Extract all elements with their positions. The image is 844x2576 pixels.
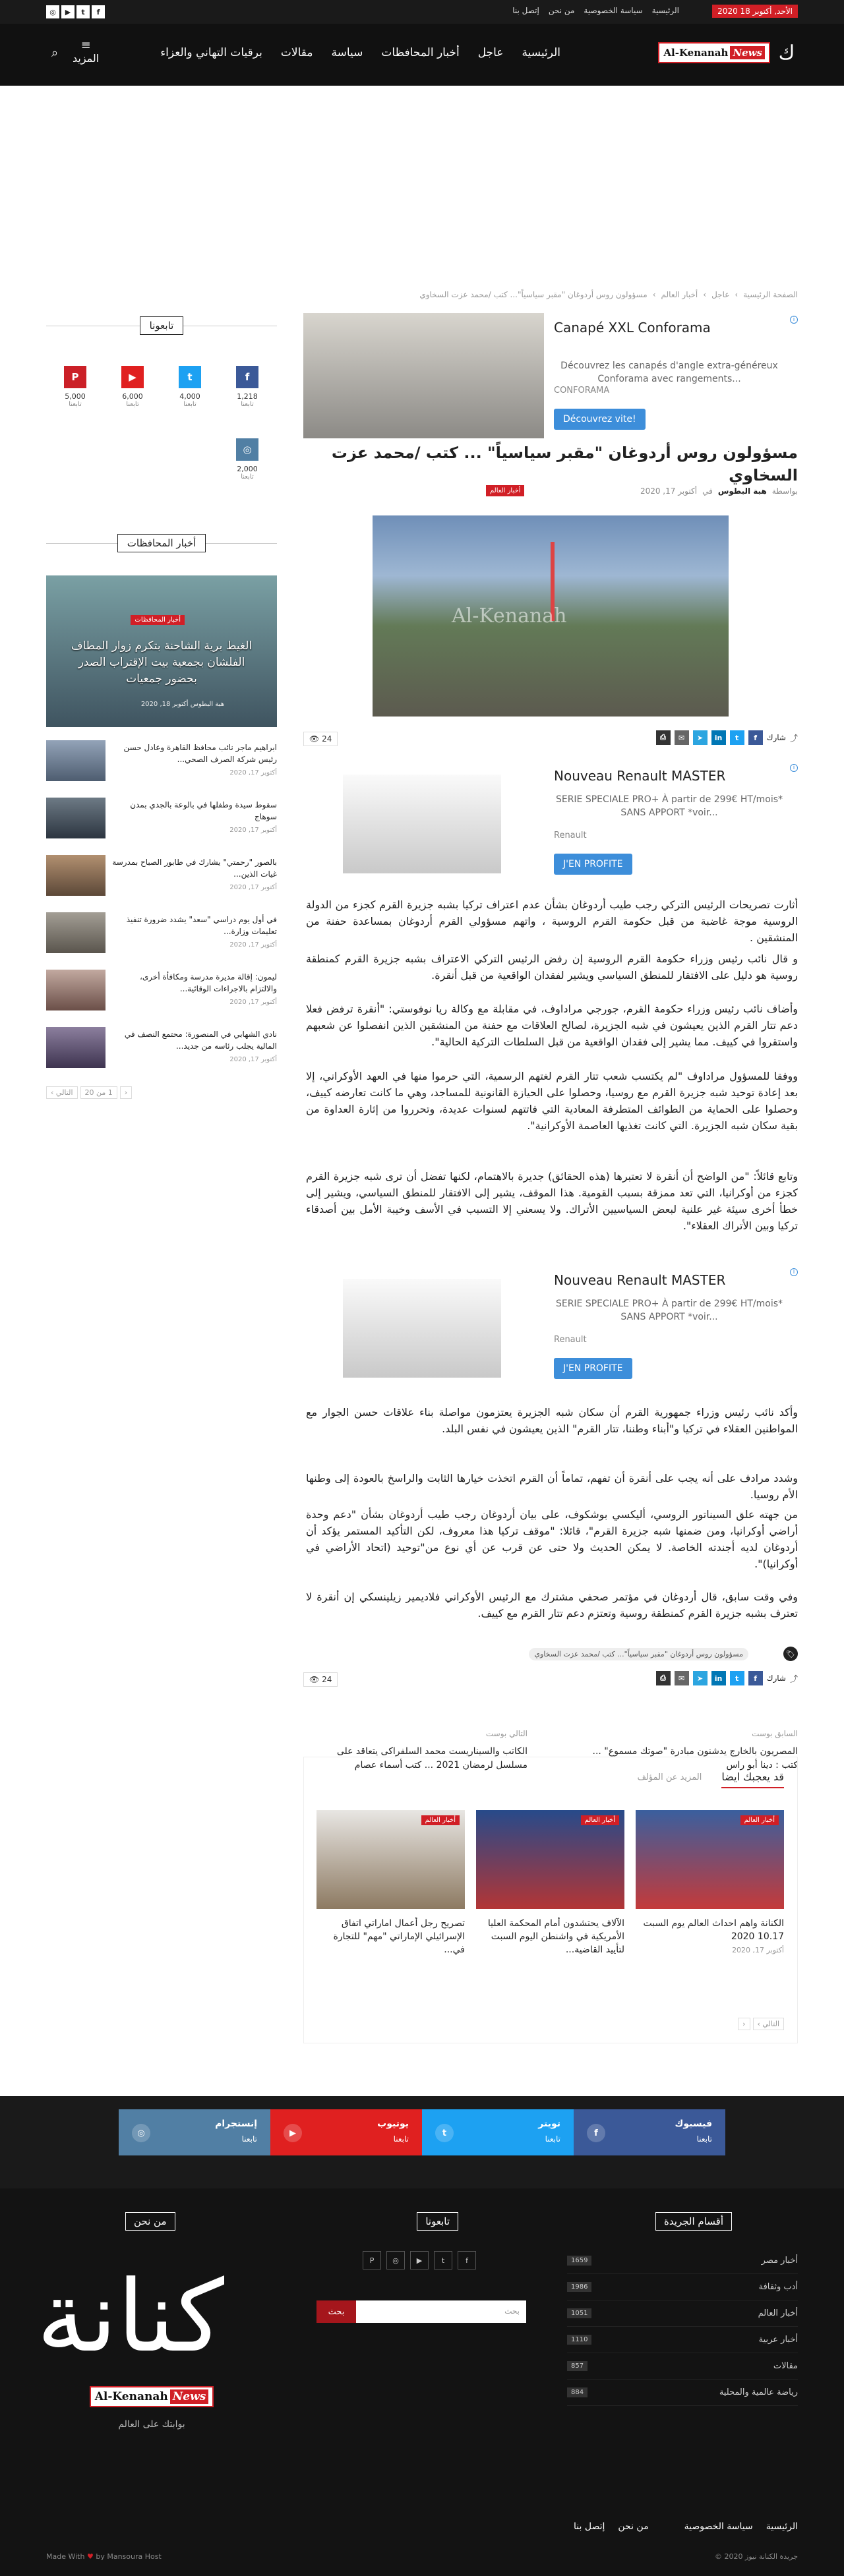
footer-categories [567, 2248, 798, 2406]
share-telegram-icon[interactable]: ➤ [693, 1671, 708, 1685]
nav-politics[interactable]: سياسة [331, 46, 363, 59]
item-thumb[interactable] [46, 740, 106, 781]
tab-more-from-author[interactable]: المزيد عن المؤلف [637, 1772, 702, 1782]
item-date: أكتوبر 17, 2020 [229, 769, 277, 776]
follow-count: 4,000 [179, 392, 200, 401]
pinterest-icon[interactable]: P [363, 2251, 381, 2269]
share-twitter-icon[interactable]: t [730, 1671, 744, 1685]
footer-links-right [684, 2521, 798, 2532]
follow-count: 5,000 [65, 392, 86, 401]
pager-status: 1 من 20 [80, 1086, 117, 1099]
twitter-icon[interactable]: t [434, 2251, 452, 2269]
item-title[interactable]: ليمون: إقالة مديرة مدرسة ومكافأة أخرى، والالتزام بالاجراءات الوقائية... [140, 972, 277, 993]
next-title[interactable]: الكاتب والسيناريست محمد السلفراكى يتعاقد على مسلسل لرمضان 2021 ... كتب أسماء عصام [336, 1746, 528, 1771]
social-name: فيسبوك [675, 2119, 712, 2129]
top-link-about[interactable]: من نحن [548, 6, 575, 15]
sidebar-follow-title: تابعونا [46, 316, 277, 335]
article-paragraph: وتابع قائلاً: "من الواضح أن أنقرة لا تعتبرها (هذه الحقائق) جديرة بالاهتمام، لكنها تفضل أن ترى شبه جزيرة القرم كجزء من أوكرانيا، التي تعد ممزقة بسبب القومية. هذا الموقف، يشير إلى الافتقار للمنطق السياسي، ويشير إلى خطأ أخرى سيئة غير علنية لبعض السياسيين الأتراك. ولا يسعني إلا التسبب في الأسف وخيبة الأمل بين أصدقاء تركيا وبين الأتراك العقلاء". [306, 1170, 798, 1232]
date-prefix: في [702, 486, 713, 496]
logo-news: News [730, 46, 765, 59]
instagram-icon[interactable]: ◎ [46, 5, 59, 18]
logo-mark-icon: ك [778, 41, 795, 65]
ad-text: SERIE SPECIALE PRO+ À partir de 299€ HT/mois* SANS APPORT *voir... [555, 1299, 783, 1322]
youtube-icon: ▶ [121, 366, 144, 388]
item-date: أكتوبر 17, 2020 [229, 1056, 277, 1063]
pinterest-icon: P [64, 366, 86, 388]
social-instagram[interactable] [119, 2109, 270, 2155]
sidebar-featured-post[interactable] [46, 575, 277, 727]
follow-youtube[interactable] [113, 366, 152, 408]
instagram-icon[interactable]: ◎ [386, 2251, 405, 2269]
related-category[interactable]: أخبار العالم [421, 1815, 460, 1825]
share-email-icon[interactable]: ✉ [675, 730, 689, 745]
ad-conforama[interactable] [303, 313, 798, 442]
ad-renault-1[interactable] [303, 761, 798, 887]
follow-twitter[interactable] [170, 366, 210, 408]
footer-sections-title: أقسام الجريدة [655, 2212, 732, 2231]
social-name: تويتر [538, 2119, 560, 2129]
instagram-icon: ◎ [132, 2124, 150, 2142]
item-title[interactable]: نادي الشهابي في المنصورة: محتمع النصف في المالية يجلب رئاسه من جديد... [124, 1030, 277, 1051]
youtube-icon[interactable]: ▶ [61, 5, 75, 18]
item-thumb[interactable] [46, 1027, 106, 1068]
top-link-privacy[interactable]: سياسة الخصوصية [584, 6, 643, 15]
item-title[interactable]: في أول يوم دراسي "سعد" يشدد ضرورة تنفيذ تعليمات وزارة... [126, 915, 277, 936]
related-title[interactable]: تصريح رجل أعمال اماراتي اتفاق الإسرائيلي الإماراتي "مهم" للتجارة في... [333, 1918, 465, 1955]
related-card[interactable] [636, 1810, 784, 1954]
breadcrumb-current: مسؤولون روس أردوغان "مقبر سياسياً"... كتب /محمد عزت السخاوي [419, 290, 648, 299]
breadcrumb: الصفحة الرئيسية › عاجل › أخبار العالم › مسؤولون روس أردوغان "مقبر سياسياً"... كتب /محمد عزت السخاوي [419, 290, 798, 299]
social-twitter[interactable] [422, 2109, 574, 2155]
ad-space [0, 86, 844, 283]
menu-icon: ≡ [80, 38, 91, 52]
pager-prev[interactable]: ‹ [120, 1086, 132, 1099]
twitter-icon: t [179, 366, 201, 388]
article-paragraph: و قال نائب رئيس وزراء حكومة القرم الروسية إن رفض الرئيس التركي الاعتراف بشبه جزيرة القرم كمنطقة روسية هو دليل على الافتقار للمنطق السياسي ويشير لفقدان الواقعية من قبل أنقرة. [306, 952, 798, 981]
footer-search-input[interactable]: بحث [356, 2300, 526, 2323]
related-category[interactable]: أخبار العالم [581, 1815, 619, 1825]
ad-brand: Renault [554, 1335, 587, 1345]
prev-label: السابق بوست [752, 1729, 798, 1738]
logo-badge [658, 42, 770, 63]
follow-pinterest[interactable] [55, 366, 95, 408]
related-image[interactable] [316, 1810, 465, 1909]
footer-category[interactable]: أخبار مصر 1659 [567, 2248, 798, 2274]
author-link[interactable]: هبة البطوس [717, 486, 767, 496]
instagram-icon: ◎ [236, 438, 258, 461]
featured-meta: هبة البطوس أكتوبر 18, 2020 [140, 701, 224, 708]
facebook-icon[interactable]: f [458, 2251, 476, 2269]
ad-info-icon[interactable]: i [790, 316, 798, 324]
item-date: أكتوبر 17, 2020 [229, 827, 277, 834]
ad-title[interactable]: Nouveau Renault MASTER [554, 768, 726, 784]
sidebar-list-item[interactable] [46, 798, 277, 838]
footer-follow-title: تابعونا [417, 2212, 458, 2231]
article-image [373, 515, 729, 717]
share-label: شارك [766, 733, 786, 742]
heart-icon: ♥ [86, 2552, 94, 2561]
tag-item[interactable]: مسؤولون روس أردوغان "مقبر سياسياً"... كتب /محمد عزت السخاوي [529, 1648, 748, 1660]
print-icon[interactable]: ⎙ [656, 730, 671, 745]
featured-title[interactable]: الغيط برية الشاحنة بتكرم زوار المطاف الفلشان بجمعية بيت الإقتراب الصدر بحضور جمعيات [71, 639, 253, 686]
footer-search-button[interactable]: بحث [316, 2300, 356, 2323]
top-link-home[interactable]: الرئيسية [651, 6, 679, 15]
related-image[interactable] [636, 1810, 784, 1909]
sidebar-gov-title: أخبار المحافظات [46, 534, 277, 552]
article-paragraph: وأضاف نائب رئيس وزراء حكومة القرم، جورجي مراداوف، في مقابلة مع وكالة ريا نوفوستي: "أنقرة ترفض فعلا دعم تتار القرم الذين يعيشون في شبه الجزيرة، لصالح العلاقات مع حفنة من المنشقين الذين انفصلوا عن شعبهم واستقروا في كييف. مما يشير إلى فقدان الواقعية من قبل السلطات التركية الحالية". [306, 1003, 798, 1048]
ad-brand: CONFORAMA [554, 386, 610, 395]
share-facebook-icon[interactable]: f [748, 1671, 763, 1685]
footer-social [363, 2251, 476, 2269]
article-date: أكتوبر 17, 2020 [640, 486, 698, 496]
ad-cta-button[interactable]: Découvrez vite! [554, 409, 646, 430]
breadcrumb-home[interactable]: الصفحة الرئيسية [743, 290, 798, 299]
footer-link-privacy[interactable]: سياسة الخصوصية [684, 2521, 753, 2532]
footer-about-title: من نحن [125, 2212, 175, 2231]
category-badge[interactable]: أخبار العالم [486, 485, 524, 496]
footer-category[interactable]: أخبار العالم 1051 [567, 2300, 798, 2327]
follow-count: 6,000 [122, 392, 143, 401]
follow-label: تابعنا [183, 401, 196, 408]
top-bar [0, 0, 844, 24]
image-watermark: Al-Kenanah [452, 604, 567, 628]
sidebar-list-item[interactable] [46, 912, 277, 953]
social-youtube[interactable] [270, 2109, 422, 2155]
related-title[interactable]: الكنانة واهم احداث العالم يوم السبت 10.17 2020 [643, 1918, 784, 1942]
pager-next[interactable]: التالي › [753, 2018, 785, 2030]
share-bar-bottom [656, 1671, 798, 1685]
ad-info-icon[interactable]: i [790, 1268, 798, 1276]
youtube-icon: ▶ [284, 2124, 302, 2142]
article-paragraph: ووفقا للمسؤول مراداوف "لم يكتسب شعب تتار القرم لغتهم الرسمية، التي حرموا منها في العهد الأوكراني، إلا بعد إعادة توحيد شبه جزيرة القرم مع روسيا، وحصلوا على الحيازة القانونية للمساجد، وهي ما كانت تعارضه كييف، وحصلوا على الحماية من الطوائف المتطرفة المعادية التي فاتتهم لسنوات عديدة، وتحرروا من إثارة العداوة من بقية سكان شبه الجزيرة. التي كانت تغذيها العاصمة الأوكرانية". [306, 1070, 798, 1132]
ad-cta-button[interactable]: J'EN PROFITE [554, 854, 632, 875]
item-date: أكتوبر 17, 2020 [229, 999, 277, 1006]
item-thumb[interactable] [46, 970, 106, 1010]
social-sub: تابعنا [393, 2134, 409, 2144]
sidebar-list-item[interactable] [46, 740, 277, 781]
author-prefix: بواسطة [771, 486, 798, 496]
share-icon: ⤴ [789, 733, 798, 743]
tab-you-may-like[interactable]: قد يعجبك ايضا [721, 1771, 784, 1788]
footer-link-about[interactable]: من نحن [618, 2521, 649, 2532]
ad-text: SERIE SPECIALE PRO+ À partir de 299€ HT/mois* SANS APPORT *voir... [555, 794, 783, 818]
share-telegram-icon[interactable]: ➤ [693, 730, 708, 745]
twitter-icon: t [435, 2124, 454, 2142]
more-label: المزيد [73, 52, 100, 65]
article-paragraph: وشدد مرادف على أنه يجب على أنقرة أن تفهم، تماماً أن القرم اتخذت خيارها الثابت والراسخ بالعودة إلى وطنها الأم روسيا. [306, 1472, 798, 1501]
next-label: التالي بوست [485, 1729, 528, 1738]
ad-brand: Renault [554, 831, 587, 840]
share-email-icon[interactable]: ✉ [675, 1671, 689, 1685]
related-pager [738, 2018, 784, 2030]
share-linkedin-icon[interactable]: in [711, 1671, 726, 1685]
related-title[interactable]: الآلاف يحتشدون أمام المحكمة العليا الأمريكية في واشنطن اليوم السبت لتأييد القاضية... [487, 1918, 624, 1955]
nav-governorates[interactable]: أخبار المحافظات [381, 46, 460, 59]
ad-info-icon[interactable]: i [790, 764, 798, 772]
social-name: إنستجرام [215, 2119, 257, 2129]
item-thumb[interactable] [46, 912, 106, 953]
ad-renault-2[interactable] [303, 1266, 798, 1391]
footer-category[interactable]: أدب وثقافة 1986 [567, 2274, 798, 2300]
tag-icon: 🏷 [783, 1647, 798, 1661]
sidebar-list-item[interactable] [46, 970, 277, 1010]
follow-facebook[interactable] [227, 366, 267, 408]
logo-name: Al-Kenanah [663, 47, 729, 59]
breadcrumb-world[interactable]: أخبار العالم [661, 290, 698, 299]
sidebar-list-item[interactable] [46, 855, 277, 896]
social-sub: تابعنا [696, 2134, 712, 2144]
nav-urgent[interactable]: عاجل [477, 46, 504, 59]
follow-label: تابعنا [69, 401, 82, 408]
footer-category[interactable]: أخبار عربية 1110 [567, 2327, 798, 2353]
views-count: 24 👁 [303, 1672, 338, 1687]
nav-home[interactable]: الرئيسية [522, 46, 560, 59]
more-menu-button[interactable] [73, 38, 99, 65]
footer-logo[interactable] [36, 2248, 224, 2430]
follow-count: 1,218 [237, 392, 258, 401]
youtube-icon[interactable]: ▶ [410, 2251, 429, 2269]
ad-van-image[interactable] [343, 775, 501, 873]
pager-next[interactable]: التالي › [46, 1086, 78, 1099]
item-thumb[interactable] [46, 855, 106, 896]
top-social [46, 5, 105, 18]
follow-label: تابعنا [241, 401, 254, 408]
share-bar-top [656, 730, 798, 745]
article-paragraph: وأكد نائب رئيس وزراء جمهورية القرم أن سكان شبه الجزيرة يعتزمون مواصلة بناء علاقات حسن الجوار مع المواطنين العقلاء في تركيا و"أبناء وطننا، تتار القرم" الذين يعيشون في نفس البلد. [306, 1406, 798, 1435]
footer-category[interactable]: مقالات 857 [567, 2353, 798, 2380]
ad-text: Découvrez les canapés d'angle extra-généreux Conforama avec rangements... [560, 361, 778, 384]
footer-link-home[interactable]: الرئيسية [766, 2521, 798, 2532]
copyright: جريدة الكنانة نيوز 2020 © [715, 2552, 798, 2561]
ad-sofa-image[interactable] [303, 313, 544, 438]
footer-logo-mark-icon: كنانة [36, 2260, 224, 2374]
article-headline: مسؤولون روس أردوغان "مقبر سياسياً" ... كتب /محمد عزت السخاوي [331, 444, 798, 484]
related-card[interactable] [316, 1810, 465, 1956]
footer-link-contact[interactable]: إتصل بنا [574, 2521, 605, 2532]
top-link-contact[interactable]: إتصل بنا [512, 6, 539, 15]
article-paragraph: من جهته علق السيناتور الروسي، أليكسي بوشكوف، على بيان أردوغان رجب طيب أردوغان بشأن "دعم وحدة أراضي أوكرانيا، ومن ضمنها شبه جزيرة القرم"، قائلا: "موقف تركيا هذا معروف، لكن التأكيد المستمر يؤكد أن أردوغان لديه أجندته الخاصة. لا يمكن الحديث ولا حتى عن قرب عن أي نوع من"توحيد (اتحاد الأراضي في أوكرانيا)". [306, 1508, 798, 1570]
print-icon[interactable]: ⎙ [656, 1671, 671, 1685]
made-with: Made With ♥ by Mansoura Host [46, 2552, 162, 2561]
ad-title[interactable]: Canapé XXL Conforama [554, 320, 711, 336]
related-card[interactable] [476, 1810, 624, 1956]
top-links [512, 6, 679, 15]
item-date: أكتوبر 17, 2020 [229, 884, 277, 891]
pager-prev[interactable]: ‹ [738, 2018, 750, 2030]
follow-instagram[interactable] [227, 438, 267, 481]
article-paragraph: أثارت تصريحات الرئيس التركي رجب طيب أردوغان بشأن عدم اعتراف تركيا بشبه جزيرة القرم كجزء من الدولة الروسية موجة غاضبة من قبل حكومة القرم الروسية ، واتهم مسؤولي القرم أردوغان بمساعدة حفنة من المنشقين . [306, 898, 798, 944]
item-title[interactable]: سقوط سيدة وطفلها في بالوعة بالجدي بمدن سوهاج [130, 800, 277, 821]
item-title[interactable]: ابراهيم ماجر نائب محافظ القاهرة وعادل حسن رئيس شركة الصرف الصحي... [123, 743, 277, 764]
related-date: أكتوبر 17, 2020 [732, 1946, 784, 1954]
site-logo[interactable] [658, 38, 798, 67]
sidebar-list-item[interactable] [46, 1027, 277, 1068]
share-icon: ⤴ [789, 1674, 798, 1683]
share-label: شارك [766, 1674, 786, 1683]
footer-logo-badge: Al-Kenanah News [90, 2386, 214, 2407]
sidebar-pager [46, 1086, 132, 1099]
item-thumb[interactable] [46, 798, 106, 838]
related-tabs [637, 1771, 784, 1788]
social-facebook[interactable] [574, 2109, 725, 2155]
follow-count: 2,000 [237, 465, 258, 473]
facebook-icon[interactable]: f [92, 5, 105, 18]
footer-search [316, 2300, 526, 2323]
item-title[interactable]: بالصور "رحمتي" يشارك في طابور الصباح بمدرسة غيات الذين... [112, 858, 277, 879]
article-tags [529, 1648, 748, 1660]
follow-label: تابعنا [241, 473, 254, 481]
facebook-icon: f [236, 366, 258, 388]
footer-links-left [574, 2521, 649, 2532]
main-header [0, 24, 844, 86]
related-posts [303, 1757, 798, 2043]
ad-van-image[interactable] [343, 1279, 501, 1378]
share-facebook-icon[interactable]: f [748, 730, 763, 745]
current-date: الأحد, أكتوبر 18 2020 [712, 5, 798, 18]
social-sub: تابعنا [545, 2134, 560, 2144]
social-name: يوتيوب [377, 2119, 409, 2129]
related-category[interactable]: أخبار العالم [740, 1815, 779, 1825]
article-meta [640, 486, 798, 496]
article-paragraph: وفي وقت سابق، قال أردوغان في مؤتمر صحفي مشترك مع الرئيس الأوكراني فلاديمير زيلينسكي إن أنقرة لا تعترف بشبه جزيرة القرم كمنطقة روسية وتعتزم دعم تتار القرم مع كييف. [306, 1591, 798, 1620]
nav-articles[interactable]: مقالات [280, 46, 313, 59]
main-nav [160, 46, 560, 59]
social-band [0, 2096, 844, 2188]
nav-condolences[interactable]: برقيات التهاني والعزاء [160, 46, 262, 59]
related-image[interactable] [476, 1810, 624, 1909]
breadcrumb-urgent[interactable]: عاجل [711, 290, 730, 299]
twitter-icon[interactable]: t [76, 5, 90, 18]
share-twitter-icon[interactable]: t [730, 730, 744, 745]
ad-title[interactable]: Nouveau Renault MASTER [554, 1272, 726, 1288]
prev-title[interactable]: المصريون بالخارج يدشنون مبادرة "صوتك مسموع" ... كتب : دينا أبو راس [592, 1746, 798, 1771]
views-count: 24 👁 [303, 732, 338, 746]
item-date: أكتوبر 17, 2020 [229, 941, 277, 949]
featured-category[interactable]: أخبار المحافظات [131, 615, 185, 625]
share-linkedin-icon[interactable]: in [711, 730, 726, 745]
facebook-icon: f [587, 2124, 605, 2142]
footer-tagline: بوابتك على العالم [118, 2419, 185, 2430]
search-icon[interactable]: ⌕ [51, 46, 59, 60]
ad-cta-button[interactable]: J'EN PROFITE [554, 1358, 632, 1379]
site-footer [0, 2188, 844, 2576]
social-sub: تابعنا [241, 2134, 257, 2144]
follow-label: تابعنا [126, 401, 139, 408]
footer-category[interactable]: رياضة عالمية والمحلية 884 [567, 2380, 798, 2406]
